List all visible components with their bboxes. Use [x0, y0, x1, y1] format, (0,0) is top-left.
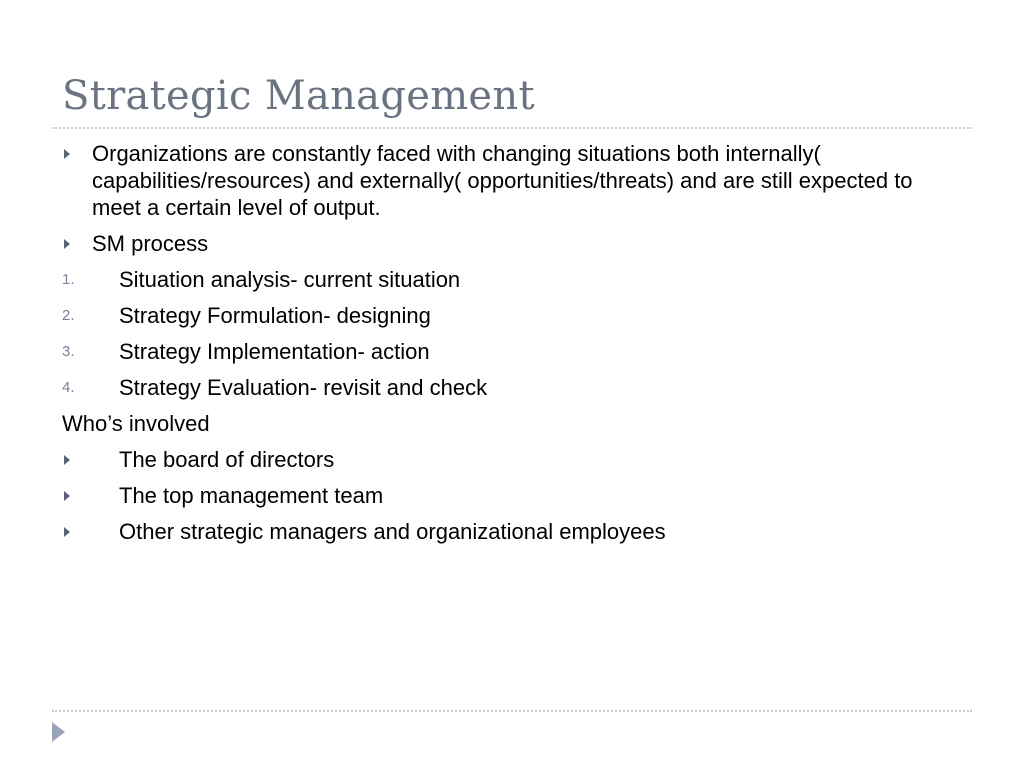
bullet-text: SM process: [92, 231, 209, 256]
sub-bullet-text: Other strategic managers and organizational employees: [119, 519, 666, 544]
triangle-bullet-icon: [64, 491, 70, 501]
numbered-text: Strategy Evaluation- revisit and check: [119, 375, 488, 400]
title-divider: [52, 127, 972, 129]
list-item-numbered: [62, 374, 962, 401]
triangle-bullet-icon: [64, 455, 70, 465]
triangle-bullet-icon: [64, 527, 70, 537]
numbered-text: Strategy Formulation- designing: [119, 303, 431, 328]
list-item-sub-bullet: [62, 518, 962, 545]
triangle-bullet-icon: [64, 149, 70, 159]
list-item-sub-bullet: [62, 446, 962, 473]
plain-text: Who’s involved: [62, 411, 210, 436]
list-item-bullet: [62, 230, 962, 257]
list-number: 2.: [62, 307, 75, 324]
list-item-plain: [62, 410, 962, 437]
footer-divider: [52, 710, 972, 712]
list-item-numbered: [62, 302, 962, 329]
bullet-text: Organizations are constantly faced with changing situations both internally( capabilities/resources) and externally( opportunities/threats) and are still expected to meet a certain level of output.: [92, 141, 913, 220]
numbered-text: Strategy Implementation- action: [119, 339, 430, 364]
list-item-numbered: [62, 338, 962, 365]
list-item-sub-bullet: [62, 482, 962, 509]
sub-bullet-text: The board of directors: [119, 447, 335, 472]
slide-title: Strategic Management: [62, 73, 535, 119]
list-number: 4.: [62, 379, 75, 396]
list-item-bullet: [62, 140, 962, 221]
next-slide-arrow-icon[interactable]: [52, 722, 65, 742]
slide-content: [62, 140, 962, 545]
list-number: 3.: [62, 343, 75, 360]
numbered-text: Situation analysis- current situation: [119, 267, 461, 292]
list-number: 1.: [62, 271, 75, 288]
triangle-bullet-icon: [64, 239, 70, 249]
sub-bullet-text: The top management team: [119, 483, 384, 508]
list-item-numbered: [62, 266, 962, 293]
